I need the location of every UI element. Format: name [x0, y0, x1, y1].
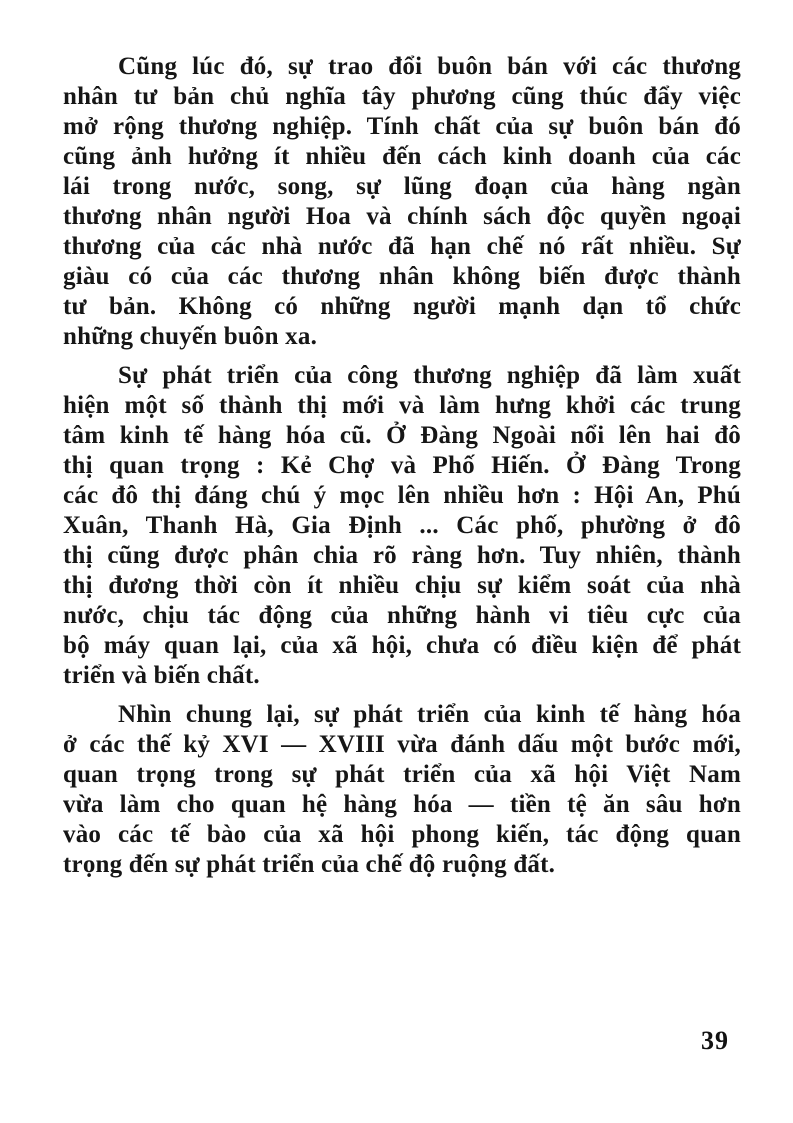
text-line: nhân tư bản chủ nghĩa tây phương cũng thúc đẩy việc: [63, 83, 741, 110]
text-block: [63, 52, 741, 880]
text-line: triển và biến chất.: [63, 662, 260, 689]
text-line: thị đương thời còn ít nhiều chịu sự kiểm soát của nhà: [63, 572, 741, 599]
text-line: thương nhân người Hoa và chính sách độc quyền ngoại: [63, 203, 741, 230]
text-line: vừa làm cho quan hệ hàng hóa — tiền tệ ăn sâu hơn: [63, 791, 741, 818]
text-line: mở rộng thương nghiệp. Tính chất của sự buôn bán đó: [63, 113, 741, 140]
text-line: các đô thị đáng chú ý mọc lên nhiều hơn : Hội An, Phú: [63, 482, 741, 509]
text-line: thị cũng được phân chia rõ ràng hơn. Tuy nhiên, thành: [63, 542, 741, 569]
text-line: cũng ảnh hưởng ít nhiều đến cách kinh doanh của các: [63, 143, 741, 170]
text-line: bộ máy quan lại, của xã hội, chưa có điều kiện để phát: [63, 632, 741, 659]
text-line: vào các tế bào của xã hội phong kiến, tác động quan: [63, 821, 741, 848]
text-line: quan trọng trong sự phát triển của xã hội Việt Nam: [63, 761, 741, 788]
text-line: lái trong nước, song, sự lũng đoạn của hàng ngàn: [63, 173, 741, 200]
text-line: Sự phát triển của công thương nghiệp đã làm xuất: [118, 362, 741, 389]
paragraph-1: [63, 52, 741, 352]
text-line: thị quan trọng : Kẻ Chợ và Phố Hiến. Ở Đàng Trong: [63, 452, 741, 479]
text-line: trọng đến sự phát triển của chế độ ruộng đất.: [63, 851, 556, 878]
text-line: ở các thế kỷ XVI — XVIII vừa đánh dấu một bước mới,: [63, 731, 741, 758]
text-line: hiện một số thành thị mới và làm hưng khởi các trung: [63, 392, 741, 419]
text-line: Cũng lúc đó, sự trao đổi buôn bán với các thương: [118, 53, 741, 80]
text-line: Xuân, Thanh Hà, Gia Định ... Các phố, phường ở đô: [63, 512, 741, 539]
paragraph-2: [63, 361, 741, 691]
text-line: những chuyến buôn xa.: [63, 323, 318, 350]
text-line: thương của các nhà nước đã hạn chế nó rất nhiều. Sự: [63, 233, 741, 260]
text-line: tâm kinh tế hàng hóa cũ. Ở Đàng Ngoài nổi lên hai đô: [63, 422, 741, 449]
page-number: 39: [701, 1026, 729, 1055]
text-line: giàu có của các thương nhân không biến được thành: [63, 263, 741, 290]
paragraph-3: [63, 700, 741, 880]
text-line: tư bản. Không có những người mạnh dạn tổ chức: [63, 293, 741, 320]
text-line: nước, chịu tác động của những hành vi tiêu cực của: [63, 602, 741, 629]
text-line: Nhìn chung lại, sự phát triển của kinh tế hàng hóa: [118, 701, 741, 728]
